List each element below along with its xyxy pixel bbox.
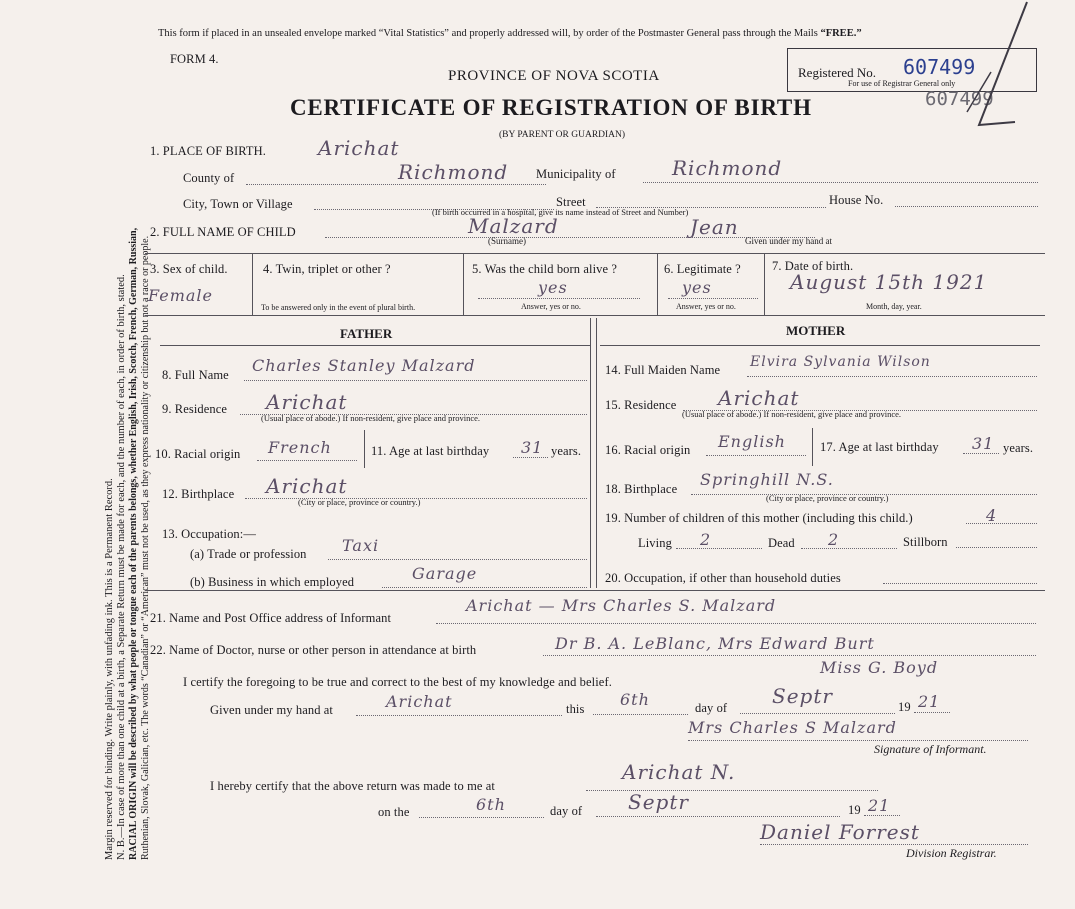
day-of-label: day of	[695, 701, 728, 715]
check-mark	[955, 0, 1030, 130]
registrar-signature: Daniel Forrest	[760, 820, 920, 844]
children-value: 4	[986, 506, 998, 525]
business-value: Garage	[412, 564, 478, 583]
postal-notice: This form if placed in an unsealed envelope marked “Vital Statistics” and properly addressed will, by order of the Postmaster General pass through the Mails “FREE.”	[158, 28, 862, 39]
sex-value: Female	[148, 286, 213, 305]
house-label: House No.	[829, 193, 884, 207]
twin-label: 4. Twin, triplet or other ?	[263, 262, 391, 276]
doctor-value: Dr B. A. LeBlanc, Mrs Edward Burt	[555, 634, 875, 653]
mother-name-label: 14. Full Maiden Name	[605, 363, 721, 377]
surname-value: Malzard	[468, 214, 559, 238]
given-year-value: 21	[918, 692, 941, 711]
side-note-2: N. B.—In case of more than one child at a birth, a Separate Return must be made for each, and the number of each, in order of birth, stated.	[116, 274, 127, 860]
mother-heading: MOTHER	[786, 323, 846, 338]
dob-label: 7. Date of birth.	[772, 259, 854, 273]
given-label: Given under my hand at	[210, 703, 334, 717]
mother-occupation-label: 20. Occupation, if other than household duties	[605, 571, 841, 585]
given-place-value: Arichat	[386, 692, 453, 711]
given-name-label: Given under my hand at	[745, 236, 832, 246]
county-value: Richmond	[398, 160, 509, 184]
mother-age-label: 17. Age at last birthday	[820, 440, 939, 454]
return-year-prefix: 19	[848, 803, 861, 817]
side-note-4: Ruthenian, Slovak, Galician, etc. The words “Canadian” or “American” must not be used, as they express nationality or citizenship but not a race or people.	[140, 235, 151, 860]
informant-label: 21. Name and Post Office address of Informant	[150, 611, 392, 625]
return-day-of-label: day of	[550, 804, 583, 818]
mother-race-label: 16. Racial origin	[605, 443, 691, 457]
registrar-label: Division Registrar.	[906, 846, 997, 860]
informant-value: Arichat — Mrs Charles S. Malzard	[466, 596, 777, 615]
mother-birth-note: (City or place, province or country.)	[766, 493, 889, 503]
side-note-3: RACIAL ORIGIN will be described by what people or tongue each of the parents belongs, whether English, Irish, Scotch, French, German, Russian,	[128, 227, 139, 860]
father-name-label: 8. Full Name	[162, 368, 229, 382]
stamp-number: 607499	[925, 88, 994, 110]
doctor-value-2: Miss G. Boyd	[820, 658, 939, 677]
dead-label: Dead	[768, 536, 795, 550]
registrar-use-note: For use of Registrar General only	[848, 79, 956, 88]
father-race-value: French	[268, 438, 332, 457]
form-number: FORM 4.	[170, 52, 219, 66]
twin-note: To be answered only in the event of plural birth.	[261, 303, 416, 312]
father-race-label: 10. Racial origin	[155, 447, 241, 461]
father-age-label: 11. Age at last birthday	[371, 444, 490, 458]
municipality-value: Richmond	[672, 156, 783, 180]
legit-label: 6. Legitimate ?	[664, 262, 741, 276]
place-of-birth-label: 1. PLACE OF BIRTH.	[150, 144, 266, 158]
informant-signature: Mrs Charles S Malzard	[688, 718, 897, 737]
father-residence-value: Arichat	[266, 390, 348, 414]
place-of-birth-value: Arichat	[318, 136, 400, 160]
return-day-value: 6th	[476, 795, 506, 814]
father-years-label: years.	[551, 444, 582, 458]
father-abode-note: (Usual place of abode.) If non-resident, give place and province.	[261, 413, 481, 423]
doctor-label: 22. Name of Doctor, nurse or other person in attendance at birth	[150, 643, 477, 657]
mother-name-value: Elvira Sylvania Wilson	[750, 354, 931, 370]
page-title: CERTIFICATE OF REGISTRATION OF BIRTH	[290, 95, 812, 120]
mother-years-label: years.	[1003, 441, 1034, 455]
mother-race-value: English	[718, 432, 786, 451]
business-label: (b) Business in which employed	[190, 575, 355, 589]
mother-birthplace-label: 18. Birthplace	[605, 482, 678, 496]
alive-label: 5. Was the child born alive ?	[472, 262, 618, 276]
surname-label: (Surname)	[488, 236, 526, 246]
registered-label: Registered No.	[798, 65, 876, 80]
legit-note: Answer, yes or no.	[676, 302, 736, 311]
father-birth-note: (City or place, province or country.)	[298, 497, 421, 507]
stillborn-label: Stillborn	[903, 535, 948, 549]
dob-note: Month, day, year.	[866, 302, 922, 311]
informant-signature-label: Signature of Informant.	[874, 742, 987, 756]
subtitle: (BY PARENT OR GUARDIAN)	[499, 130, 626, 140]
mother-residence-label: 15. Residence	[605, 398, 677, 412]
registered-number: 607499	[903, 55, 976, 79]
given-name-value: Jean	[690, 215, 739, 239]
living-label: Living	[638, 536, 672, 550]
mother-birthplace-value: Springhill N.S.	[700, 470, 834, 489]
trade-value: Taxi	[342, 536, 380, 555]
side-note-1: Margin reserved for binding. Write plainly, with unfading ink. This is a Permanent Record.	[104, 478, 115, 860]
street-label: Street	[556, 195, 586, 209]
alive-note: Answer, yes or no.	[521, 302, 581, 311]
legit-value: yes	[682, 278, 712, 297]
dead-value: 2	[828, 530, 840, 549]
province-title: PROVINCE OF NOVA SCOTIA	[448, 68, 660, 84]
father-age-value: 31	[521, 438, 544, 457]
child-name-label: 2. FULL NAME OF CHILD	[150, 225, 296, 239]
hospital-note: (If birth occurred in a hospital, give its name instead of Street and Number)	[432, 207, 689, 217]
father-birthplace-value: Arichat	[266, 474, 348, 498]
municipality-label: Municipality of	[536, 167, 616, 181]
children-label: 19. Number of children of this mother (including this child.)	[605, 511, 913, 525]
father-heading: FATHER	[340, 326, 393, 341]
return-place-value: Arichat N.	[622, 760, 736, 784]
city-label: City, Town or Village	[183, 197, 293, 211]
occupation-label: 13. Occupation:—	[162, 527, 256, 541]
mother-age-value: 31	[972, 434, 995, 453]
county-label: County of	[183, 171, 235, 185]
living-value: 2	[700, 530, 712, 549]
on-the-label: on the	[378, 805, 410, 819]
alive-value: yes	[538, 278, 568, 297]
father-birthplace-label: 12. Birthplace	[162, 487, 235, 501]
given-day-value: 6th	[620, 690, 650, 709]
return-text: I hereby certify that the above return was made to me at	[210, 779, 495, 793]
trade-label: (a) Trade or profession	[190, 547, 307, 561]
sex-label: 3. Sex of child.	[150, 262, 228, 276]
father-residence-label: 9. Residence	[162, 402, 228, 416]
given-month-value: Septr	[772, 684, 833, 708]
this-label: this	[566, 702, 585, 716]
mother-residence-value: Arichat	[718, 386, 800, 410]
certify-text: I certify the foregoing to be true and correct to the best of my knowledge and belief.	[183, 675, 612, 689]
dob-value: August 15th 1921	[790, 270, 988, 294]
mother-abode-note: (Usual place of abode.) If non-resident, give place and province.	[682, 409, 902, 419]
return-month-value: Septr	[628, 790, 689, 814]
return-year-value: 21	[868, 796, 891, 815]
given-year-prefix: 19	[898, 700, 911, 714]
father-name-value: Charles Stanley Malzard	[252, 356, 476, 375]
